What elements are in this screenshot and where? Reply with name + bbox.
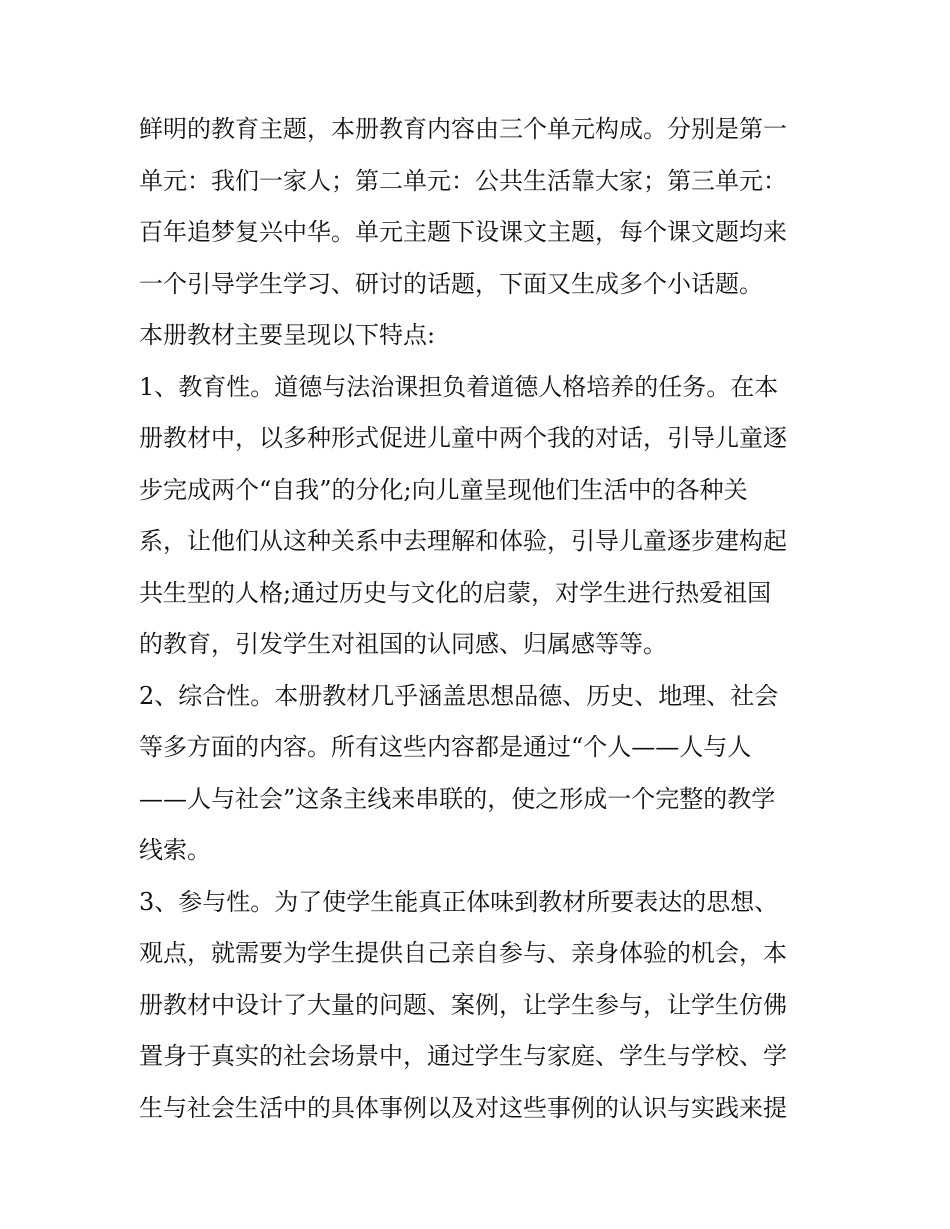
text-line: 册教材中，以多种形式促进儿童中两个我的对话，引导儿童逐 xyxy=(139,424,787,452)
text-line: 步完成两个“自我”的分化;向儿童呈现他们生活中的各种关 xyxy=(139,475,748,504)
text-line: 单元：我们一家人；第二单元：公共生活靠大家；第三单元： xyxy=(139,166,787,195)
text-line: 2、综合性。本册教材几乎涵盖思想品德、历史、地理、社会 xyxy=(139,681,779,710)
text-line: 3、参与性。为了使学生能真正体味到教材所要表达的思想、 xyxy=(139,887,779,916)
text-line: 等多方面的内容。所有这些内容都是通过“个人——人与人 xyxy=(139,733,752,761)
document-body-text xyxy=(139,104,819,1134)
text-line: 册教材中设计了大量的问题、案例，让学生参与，让学生仿佛 xyxy=(139,990,787,1019)
text-line: 系，让他们从这种关系中去理解和体验，引导儿童逐步建构起 xyxy=(139,527,787,555)
text-line: 观点，就需要为学生提供自己亲自参与、亲身体验的机会，本 xyxy=(139,939,787,967)
text-line: 百年追梦复兴中华。单元主题下设课文主题，每个课文题均来 xyxy=(139,218,787,246)
text-line: 一个引导学生学习、研讨的话题，下面又生成多个小话题。 xyxy=(139,269,763,298)
text-line: 鲜明的教育主题，本册教育内容由三个单元构成。分别是第一 xyxy=(139,115,787,143)
text-line: ——人与社会”这条主线来串联的，使之形成一个完整的教学 xyxy=(139,784,776,813)
text-line: 生与社会生活中的具体事例以及对这些事例的认识与实践来提 xyxy=(139,1093,787,1122)
text-line: 置身于真实的社会场景中，通过学生与家庭、学生与学校、学 xyxy=(139,1042,787,1070)
text-line: 本册教材主要呈现以下特点: xyxy=(139,321,436,349)
text-line: 共生型的人格;通过历史与文化的启蒙，对学生进行热爱祖国 xyxy=(139,578,772,607)
text-line: 1、教育性。道德与法治课担负着道德人格培养的任务。在本 xyxy=(139,372,779,401)
text-line: 的教育，引发学生对祖国的认同感、归属感等等。 xyxy=(139,630,667,658)
text-line: 线索。 xyxy=(139,836,211,864)
